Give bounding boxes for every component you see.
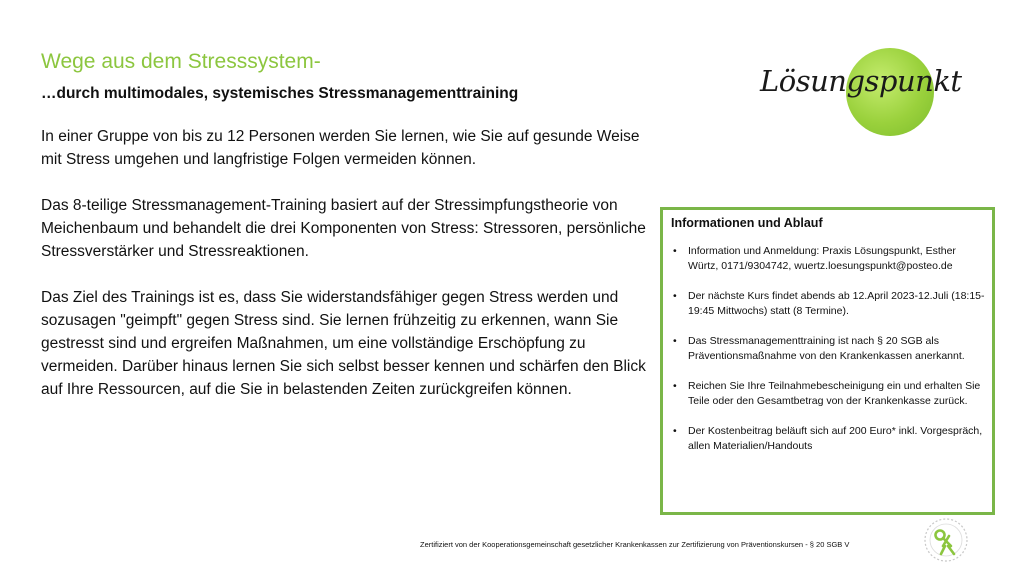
slide-title: Wege aus dem Stresssystem- (41, 50, 321, 73)
body-text (41, 125, 661, 424)
logo (760, 44, 982, 140)
logo-text: Lösungspunkt (760, 64, 962, 98)
slide-subtitle: …durch multimodales, systemisches Stressmanagementtraining (41, 85, 519, 102)
info-list (671, 244, 989, 469)
info-item-next-course: • Der nächste Kurs findet abends ab 12.April 2023-12.Juli (18:15-19:45 Mittwochs) statt (8 Termine). (671, 289, 989, 319)
paragraph-intro: In einer Gruppe von bis zu 12 Personen werden Sie lernen, wie Sie auf gesunde Weise mit Stress umgehen und langfristige Folgen vermeiden können. (41, 128, 640, 168)
info-item-cost: • Der Kostenbeitrag beläuft sich auf 200 Euro* inkl. Vorgespräch, allen Materialien/Handouts (671, 424, 989, 454)
info-box-heading: Informationen und Ablauf (671, 216, 823, 230)
paragraph-goal: Das Ziel des Trainings ist es, dass Sie widerstandsfähiger gegen Stress werden und sozusagen "geimpft" gegen Stress sind. Sie lernen frühzeitig zu erkennen, wann Sie gestresst sind und ergreifen Maßnahmen, um eine vollständige Erschöpfung zu vermeiden. Darüber hinaus lernen Sie sich selbst besser kennen und schärfen den Blick auf Ihre Ressourcen, auf die Sie in belastenden Zeiten zurückgreifen können. (41, 289, 646, 398)
certification-seal-icon (922, 516, 970, 564)
info-item-reimbursement: • Reichen Sie Ihre Teilnahmebescheinigung ein und erhalten Sie Teile oder den Gesamtbetrag von der Krankenkasse zurück. (671, 379, 989, 409)
info-item-registration: • Information und Anmeldung: Praxis Lösungspunkt, Esther Würtz, 0171/9304742, wuertz.loesungspunkt@posteo.de (671, 244, 989, 274)
paragraph-training: Das 8-teilige Stressmanagement-Training basiert auf der Stressimpfungstheorie von Meichenbaum und behandelt die drei Komponenten von Stress: Stressoren, persönliche Stressverstärker und Stressreaktionen. (41, 197, 646, 260)
certification-footer: Zertifiziert von der Kooperationsgemeinschaft gesetzlicher Krankenkassen zur Zertifizierung von Präventionskursen - § 20 SGB V (420, 540, 850, 549)
info-item-recognition: • Das Stressmanagementtraining ist nach § 20 SGB als Präventionsmaßnahme von den Krankenkassen anerkannt. (671, 334, 989, 364)
info-box (660, 207, 995, 515)
